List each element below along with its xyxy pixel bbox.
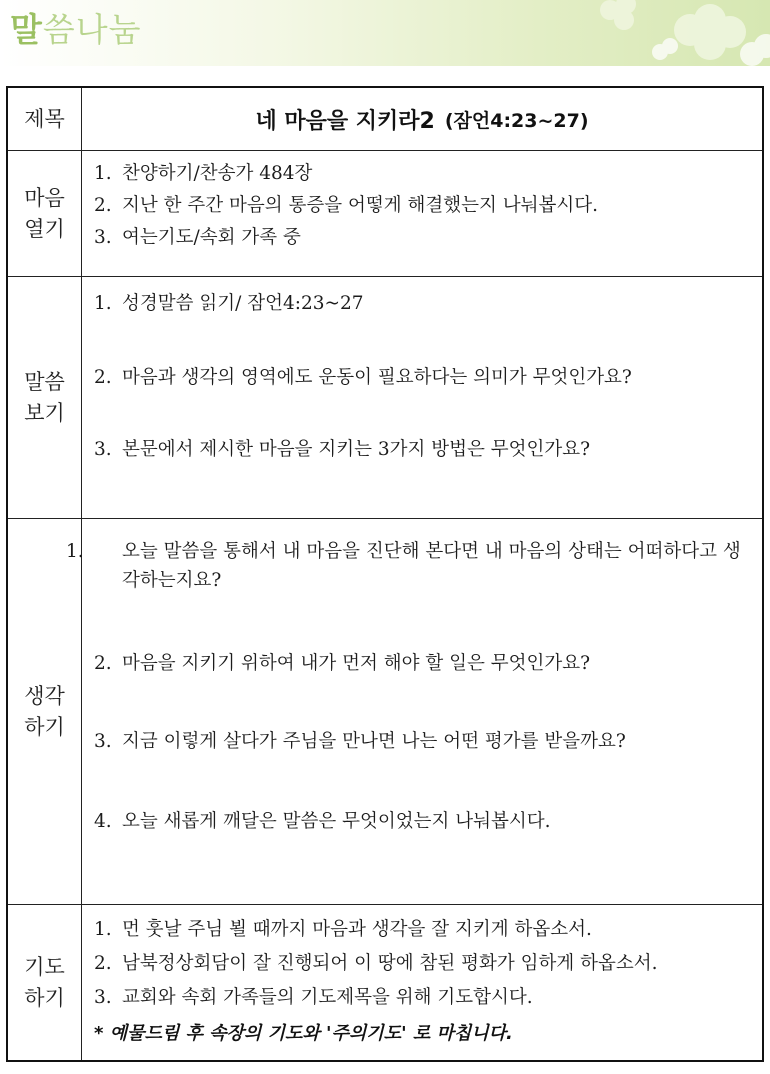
opening-item-2: 2. 지난 한 주간 마음의 통증을 어떻게 해결했는지 나눠봅시다. <box>94 195 598 216</box>
word-item-1: 1. 성경말씀 읽기/ 잠언4:23~27 <box>94 293 364 314</box>
thinking-item-4: 4. 오늘 새롭게 깨달은 말씀은 무엇이었는지 나눠봅시다. <box>94 811 551 832</box>
title-row <box>8 88 762 151</box>
opening-item-3: 3. 여는기도/속회 가족 중 <box>94 227 301 248</box>
title-label: 제목 <box>8 88 82 150</box>
banner-title-rest: 씀나눔 <box>42 10 142 49</box>
prayer-item-2: 2. 남북정상회담이 잘 진행되어 이 땅에 참된 평화가 임하게 하옵소서. <box>94 953 658 974</box>
scripture-reference: (잠언4:23~27) <box>444 109 589 132</box>
lesson-title-text: 네 마음을 지키라2 <box>255 108 435 134</box>
closing-note: * 예물드림 후 속장의 기도와 '주의기도' 로 마칩니다. <box>94 1023 513 1044</box>
prayer-item-1: 1. 먼 훗날 주님 뵐 때까지 마음과 생각을 잘 지키게 하옵소서. <box>94 919 592 940</box>
opening-label: 마음 열기 <box>8 151 82 276</box>
thinking-label: 생각 하기 <box>8 519 82 904</box>
word-item-3: 3. 본문에서 제시한 마음을 지키는 3가지 방법은 무엇인가요? <box>94 439 591 460</box>
opening-item-1: 1. 찬양하기/찬송가 484장 <box>94 163 313 184</box>
thinking-row <box>8 519 762 905</box>
prayer-content <box>82 905 762 1060</box>
title-cell <box>82 88 762 150</box>
prayer-item-3: 3. 교회와 속회 가족들의 기도제목을 위해 기도합시다. <box>94 987 533 1008</box>
opening-row <box>8 151 762 277</box>
word-content <box>82 277 762 518</box>
lesson-title <box>82 88 762 150</box>
word-item-2: 2. 마음과 생각의 영역에도 운동이 필요하다는 의미가 무엇인가요? <box>94 367 632 388</box>
thinking-item-1: 1. 오늘 말씀을 통해서 내 마음을 진단해 본다면 내 마음의 상태는 어떠하다고 생각하는지요? <box>66 541 741 591</box>
thinking-item-2: 2. 마음을 지키기 위하여 내가 먼저 해야 할 일은 무엇인가요? <box>94 653 590 674</box>
banner-title-first: 말 <box>10 10 43 49</box>
worksheet-table <box>6 86 764 1062</box>
prayer-row <box>8 905 762 1060</box>
prayer-label: 기도 하기 <box>8 905 82 1060</box>
header-banner <box>0 0 770 66</box>
banner-title <box>10 4 142 51</box>
word-label: 말씀 보기 <box>8 277 82 518</box>
clover-decoration-icon <box>570 0 770 66</box>
opening-content <box>82 151 762 276</box>
thinking-content <box>66 519 762 904</box>
word-row <box>8 277 762 519</box>
thinking-item-3: 3. 지금 이렇게 살다가 주님을 만나면 나는 어떤 평가를 받을까요? <box>94 731 626 752</box>
